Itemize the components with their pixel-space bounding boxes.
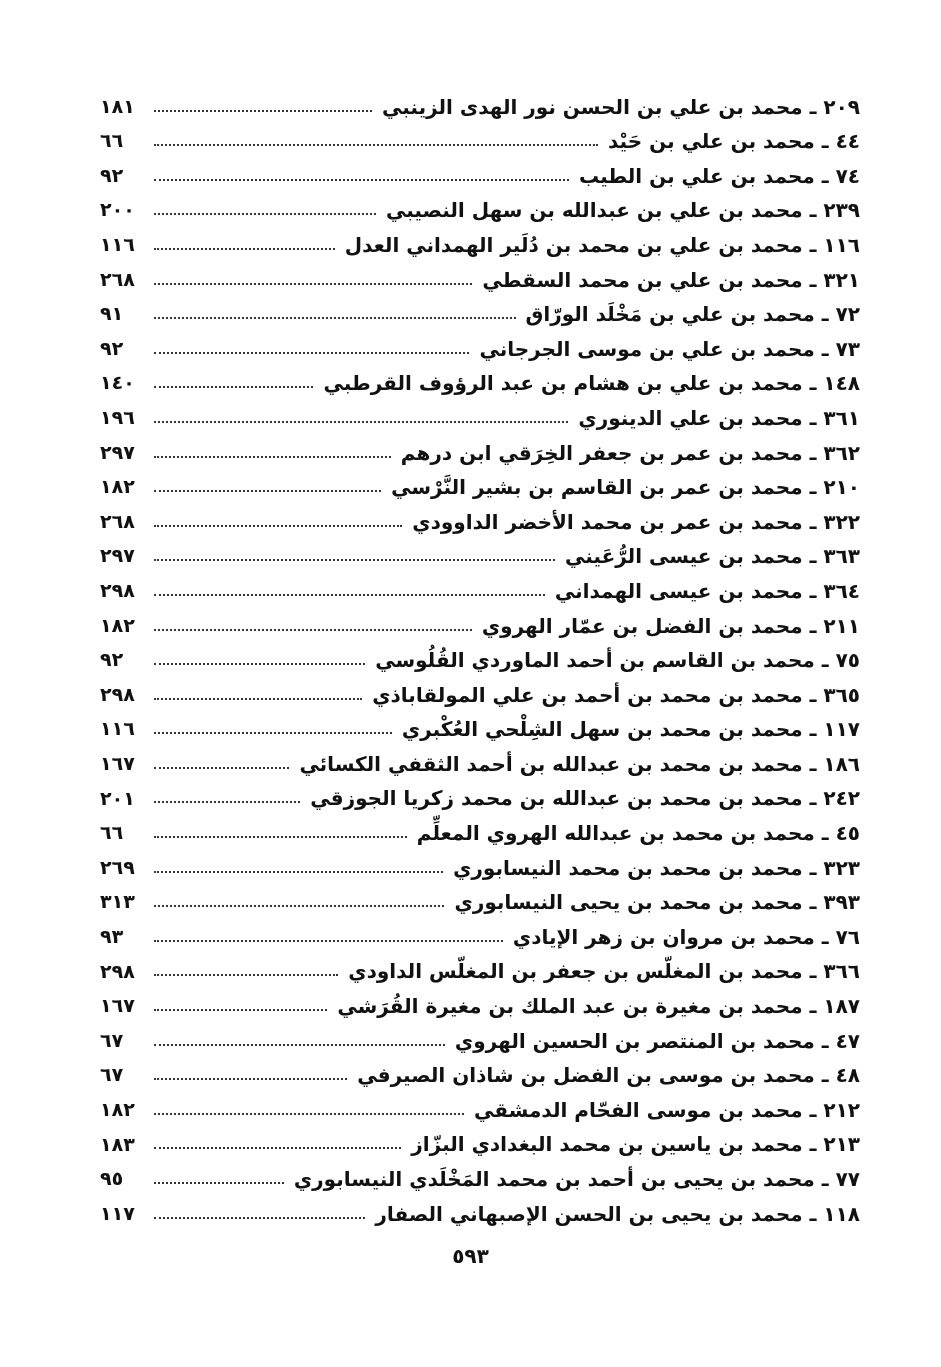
index-entry — [100, 121, 860, 156]
entry-name: ١١٦ ـ محمد بن علي بن محمد بن دُلَير الهمداني العدل — [344, 232, 860, 257]
dot-leader — [154, 940, 503, 942]
entry-page-number: ١٨٢ — [100, 1098, 135, 1121]
entry-page-number: ٩٢ — [100, 649, 124, 672]
dot-leader — [154, 663, 365, 665]
index-entry — [100, 224, 860, 259]
entry-name: ٢٠٩ ـ محمد بن علي بن الحسن نور الهدى الزينبي — [382, 94, 860, 119]
dot-leader — [154, 1078, 347, 1080]
entry-page-number: ٣١٣ — [100, 891, 135, 914]
dot-leader — [154, 386, 313, 388]
entry-page-number: ٢٩٨ — [100, 580, 135, 603]
index-entry — [100, 882, 860, 917]
dot-leader — [154, 283, 472, 285]
dot-leader — [154, 594, 545, 596]
dot-leader — [154, 801, 300, 803]
dot-leader — [154, 1182, 284, 1184]
index-entry — [100, 743, 860, 778]
dot-leader — [154, 732, 392, 734]
entry-name: ٣٦٦ ـ محمد بن المغلّس بن جعفر بن المغلّس الداودي — [348, 959, 860, 984]
entry-name: ٣٦٥ ـ محمد بن محمد بن أحمد بن علي المولقاباذي — [372, 682, 860, 707]
entry-name: ٣٦٢ ـ محمد بن عمر بن جعفر الخِرَقي ابن درهم — [400, 440, 860, 465]
dot-leader — [154, 629, 472, 631]
entry-name: ٧٦ ـ محمد بن مروان بن زهر الإيادي — [512, 924, 860, 949]
entry-page-number: ١١٦ — [100, 718, 135, 741]
entry-page-number: ٩٥ — [100, 1168, 124, 1191]
entry-page-number: ١٤٠ — [100, 372, 135, 395]
entry-name: ١١٨ ـ محمد بن يحيى بن الحسن الإصبهاني الصفار — [375, 1201, 860, 1226]
index-entry — [100, 570, 860, 605]
dot-leader — [154, 456, 391, 458]
entry-page-number: ٩٢ — [100, 337, 124, 360]
entry-page-number: ٢٩٧ — [100, 441, 135, 464]
index-entry — [100, 328, 860, 363]
index-entry — [100, 432, 860, 467]
entry-page-number: ٢٦٨ — [100, 510, 135, 533]
dot-leader — [154, 1217, 365, 1219]
entry-name: ٣٢٣ ـ محمد بن محمد بن محمد النيسابوري — [453, 855, 860, 880]
index-entry — [100, 467, 860, 502]
entry-name: ٢١٠ ـ محمد بن عمر بن القاسم بن بشير النَّرْسي — [391, 475, 860, 500]
index-entry — [100, 397, 860, 432]
entry-name: ٢١٢ ـ محمد بن موسى الفحّام الدمشقي — [474, 1097, 860, 1122]
index-entry — [100, 674, 860, 709]
entry-name: ٣٢١ ـ محمد بن علي بن محمد السقطي — [482, 267, 860, 292]
entry-page-number: ١٦٧ — [100, 995, 135, 1018]
entry-name: ٤٥ ـ محمد بن محمد بن عبدالله الهروي المعلِّم — [416, 821, 860, 846]
dot-leader — [154, 905, 444, 907]
entry-page-number: ٦٦ — [100, 130, 124, 153]
index-entry — [100, 259, 860, 294]
entry-page-number: ٩٣ — [100, 925, 124, 948]
index-entry — [100, 86, 860, 121]
entry-page-number: ١١٧ — [100, 1202, 135, 1225]
dot-leader — [154, 525, 402, 527]
entry-name: ٢١٣ ـ محمد بن ياسين بن محمد البغدادي البزّاز — [411, 1132, 860, 1157]
dot-leader — [154, 213, 376, 215]
dot-leader — [154, 352, 469, 354]
entry-page-number: ٩٢ — [100, 164, 124, 187]
entry-name: ١١٧ ـ محمد بن محمد بن سهل الشِلْحي العُكْبري — [401, 717, 860, 742]
index-entry — [100, 155, 860, 190]
entry-name: ٣٦٣ ـ محمد بن عيسى الرُّعَيني — [565, 544, 860, 569]
index-entry — [100, 1124, 860, 1159]
entry-page-number: ٢٠١ — [100, 787, 135, 810]
dot-leader — [154, 836, 407, 838]
index-entry — [100, 985, 860, 1020]
entry-name: ٧٤ ـ محمد بن علي بن الطيب — [578, 163, 860, 188]
entry-name: ٤٨ ـ محمد بن موسى بن الفضل بن شاذان الصيرفي — [357, 1063, 860, 1088]
dot-leader — [154, 698, 362, 700]
entry-page-number: ٢٦٩ — [100, 856, 135, 879]
entry-page-number: ٦٧ — [100, 1029, 124, 1052]
page-number-footer: ٥٩٣ — [452, 1244, 489, 1268]
index-entries-list — [100, 86, 860, 1228]
entry-page-number: ٢٩٧ — [100, 545, 135, 568]
index-entry — [100, 847, 860, 882]
entry-name: ٢١١ ـ محمد بن الفضل بن عمّار الهروي — [481, 613, 860, 638]
dot-leader — [154, 1044, 445, 1046]
entry-name: ٣٢٢ ـ محمد بن عمر بن محمد الأخضر الداوودي — [412, 509, 860, 534]
entry-page-number: ١٨٢ — [100, 476, 135, 499]
dot-leader — [154, 559, 555, 561]
index-entry — [100, 190, 860, 225]
dot-leader — [154, 974, 338, 976]
entry-page-number: ١٩٦ — [100, 407, 135, 430]
entry-name: ١٨٧ ـ محمد بن مغيرة بن عبد الملك بن مغيرة القُرَشي — [337, 994, 860, 1019]
dot-leader — [154, 179, 569, 181]
index-entry — [100, 640, 860, 675]
entry-name: ٧٣ ـ محمد بن علي بن موسى الجرجاني — [479, 336, 860, 361]
entry-page-number: ١٨١ — [100, 95, 135, 118]
entry-page-number: ٢٩٨ — [100, 683, 135, 706]
entry-name: ٧٥ ـ محمد بن القاسم بن أحمد الماوردي القُلُوسي — [375, 648, 860, 673]
index-entry — [100, 709, 860, 744]
dot-leader — [154, 1147, 401, 1149]
entry-name: ٤٤ ـ محمد بن علي بن حَيْد — [608, 129, 860, 154]
entry-page-number: ١٦٧ — [100, 752, 135, 775]
entry-page-number: ٦٦ — [100, 822, 124, 845]
index-entry — [100, 605, 860, 640]
index-entry — [100, 1089, 860, 1124]
index-entry — [100, 1055, 860, 1090]
entry-page-number: ٩١ — [100, 303, 124, 326]
entry-name: ٢٣٩ ـ محمد بن علي بن عبدالله بن سهل النصيبي — [385, 198, 860, 223]
entry-name: ٣٩٣ ـ محمد بن محمد بن يحيى النيسابوري — [454, 890, 860, 915]
index-entry — [100, 501, 860, 536]
dot-leader — [154, 871, 443, 873]
dot-leader — [154, 1113, 464, 1115]
index-entry — [100, 812, 860, 847]
entry-page-number: ٦٧ — [100, 1064, 124, 1087]
dot-leader — [154, 767, 289, 769]
index-entry — [100, 363, 860, 398]
entry-name: ١٤٨ ـ محمد بن علي بن هشام بن عبد الرؤوف القرطبي — [323, 371, 860, 396]
entry-page-number: ١٨٣ — [100, 1133, 135, 1156]
entry-page-number: ١٨٢ — [100, 614, 135, 637]
entry-name: ٢٤٢ ـ محمد بن محمد بن عبدالله بن محمد زكريا الجوزقي — [310, 786, 860, 811]
index-entry — [100, 294, 860, 329]
index-entry — [100, 916, 860, 951]
index-entry — [100, 951, 860, 986]
entry-name: ٧٧ ـ محمد بن يحيى بن أحمد بن محمد المَخْلَدي النيسابوري — [293, 1167, 860, 1191]
dot-leader — [154, 317, 516, 319]
dot-leader — [154, 110, 372, 112]
entry-page-number: ١١٦ — [100, 234, 135, 257]
dot-leader — [154, 144, 598, 146]
entry-name: ٣٦٤ ـ محمد بن عيسى الهمداني — [554, 578, 860, 603]
dot-leader — [154, 1009, 327, 1011]
dot-leader — [154, 248, 335, 250]
index-entry — [100, 1158, 860, 1193]
entry-page-number: ٢٩٨ — [100, 960, 135, 983]
entry-page-number: ٢٠٠ — [100, 199, 135, 222]
index-entry — [100, 1193, 860, 1228]
index-entry — [100, 1020, 860, 1055]
index-entry — [100, 536, 860, 571]
entry-name: ٧٢ ـ محمد بن علي بن مَخْلَد الورّاق — [525, 302, 860, 327]
index-entry — [100, 778, 860, 813]
entry-page-number: ٢٦٨ — [100, 268, 135, 291]
dot-leader — [154, 490, 381, 492]
entry-name: ١٨٦ ـ محمد بن محمد بن عبدالله بن أحمد الثقفي الكسائي — [299, 751, 860, 776]
entry-name: ٤٧ ـ محمد بن المنتصر بن الحسين الهروي — [454, 1028, 860, 1053]
entry-name: ٣٦١ ـ محمد بن علي الدينوري — [578, 405, 860, 430]
dot-leader — [154, 421, 568, 423]
